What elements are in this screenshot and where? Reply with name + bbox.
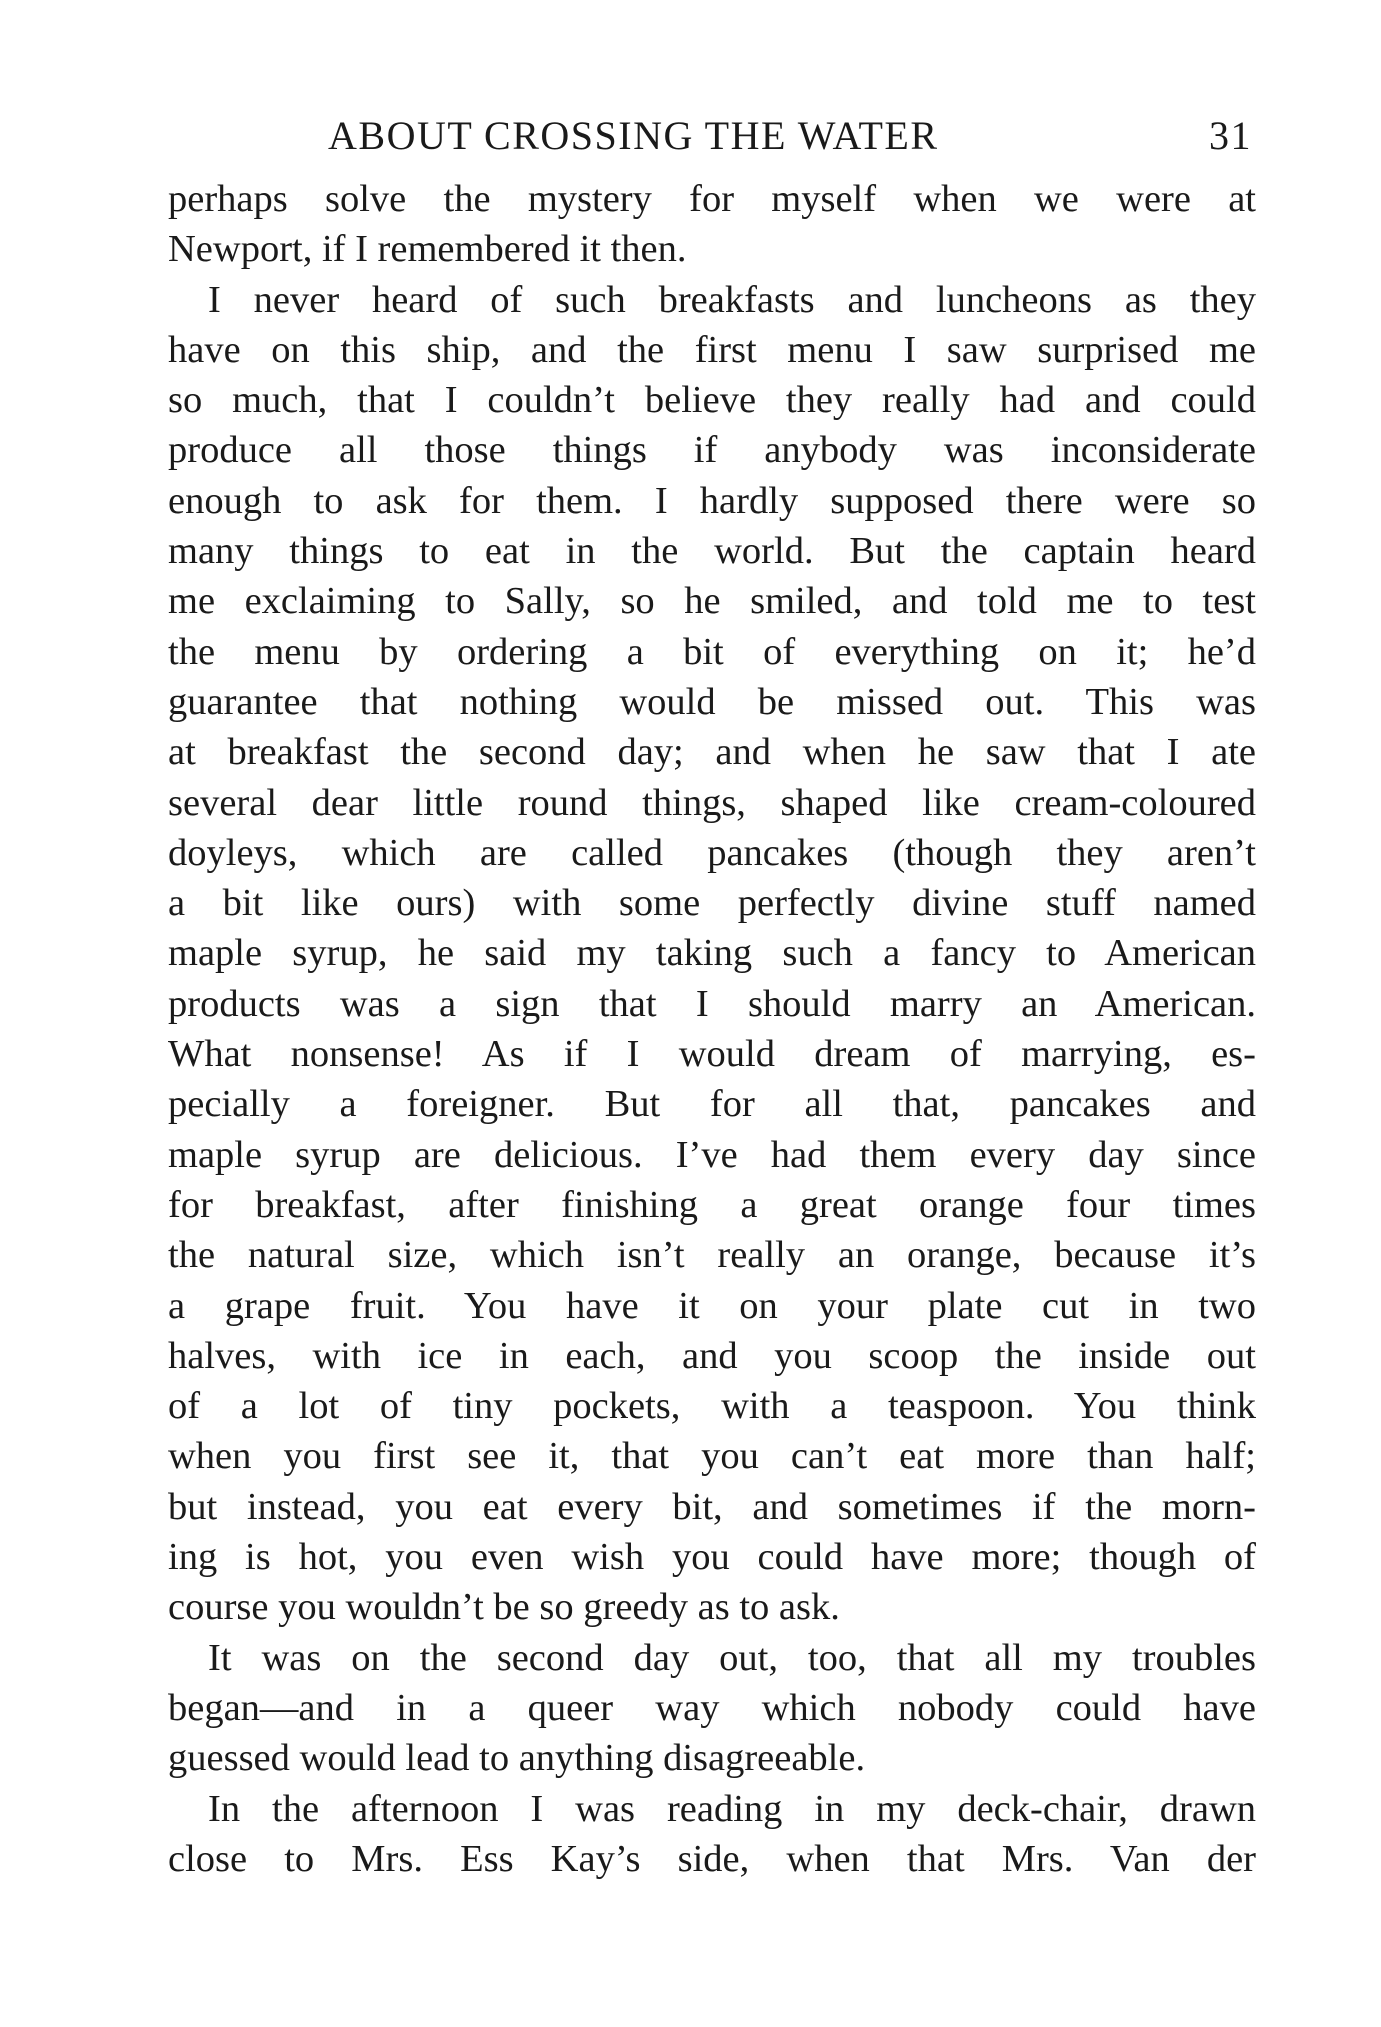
text-line: products was a sign that I should marry an American.: [168, 982, 1256, 1025]
text-line: course you wouldn’t be so greedy as to ask.: [168, 1586, 840, 1629]
text-line: close to Mrs. Ess Kay’s side, when that Mrs. Van der: [168, 1837, 1256, 1880]
page-number: 31: [1209, 113, 1252, 158]
paragraph: [168, 275, 1256, 1633]
running-title: ABOUT CROSSING THE WATER: [328, 113, 939, 158]
text-line: pecially a foreigner. But for all that, pancakes and: [168, 1083, 1256, 1126]
text-line: but instead, you eat every bit, and sometimes if the morn-: [168, 1485, 1256, 1528]
text-line: many things to eat in the world. But the captain heard: [168, 530, 1256, 573]
text-line: Newport, if I remembered it then.: [168, 228, 687, 271]
text-line: a grape fruit. You have it on your plate cut in two: [168, 1284, 1256, 1327]
running-head: [168, 112, 1256, 164]
text-line: the menu by ordering a bit of everything on it; he’d: [168, 630, 1256, 673]
text-line: so much, that I couldn’t believe they really had and could: [168, 379, 1256, 422]
body-text: [168, 174, 1256, 1884]
text-line: doyleys, which are called pancakes (though they aren’t: [168, 831, 1256, 874]
paragraph: [168, 1784, 1256, 1885]
text-line: for breakfast, after finishing a great orange four times: [168, 1183, 1256, 1226]
text-line: maple syrup, he said my taking such a fancy to American: [168, 932, 1256, 975]
text-line: It was on the second day out, too, that all my troubles: [208, 1636, 1256, 1679]
text-line: began—and in a queer way which nobody could have: [168, 1686, 1256, 1729]
text-line: of a lot of tiny pockets, with a teaspoon. You think: [168, 1385, 1256, 1428]
text-line: I never heard of such breakfasts and luncheons as they: [208, 278, 1256, 321]
paragraph: [168, 174, 1256, 275]
text-line: several dear little round things, shaped like cream-coloured: [168, 781, 1256, 824]
text-line: perhaps solve the mystery for myself when we were at: [168, 178, 1256, 220]
text-line: produce all those things if anybody was inconsiderate: [168, 429, 1256, 472]
text-line: guarantee that nothing would be missed out. This was: [168, 680, 1256, 723]
text-line: me exclaiming to Sally, so he smiled, and told me to test: [168, 580, 1256, 623]
book-page: [168, 112, 1256, 1884]
text-line: guessed would lead to anything disagreeable.: [168, 1737, 866, 1780]
text-line: have on this ship, and the first menu I saw surprised me: [168, 328, 1256, 371]
text-line: maple syrup are delicious. I’ve had them every day since: [168, 1133, 1256, 1176]
text-line: when you first see it, that you can’t eat more than half;: [168, 1435, 1256, 1478]
paragraph: [168, 1633, 1256, 1784]
text-line: a bit like ours) with some perfectly divine stuff named: [168, 882, 1256, 925]
text-line: In the afternoon I was reading in my deck-chair, drawn: [208, 1787, 1256, 1830]
text-line: What nonsense! As if I would dream of marrying, es-: [168, 1033, 1256, 1076]
text-line: enough to ask for them. I hardly supposed there were so: [168, 479, 1256, 522]
text-line: halves, with ice in each, and you scoop the inside out: [168, 1334, 1256, 1377]
text-line: ing is hot, you even wish you could have more; though of: [168, 1536, 1256, 1579]
text-line: at breakfast the second day; and when he saw that I ate: [168, 731, 1256, 774]
text-line: the natural size, which isn’t really an orange, because it’s: [168, 1234, 1256, 1277]
